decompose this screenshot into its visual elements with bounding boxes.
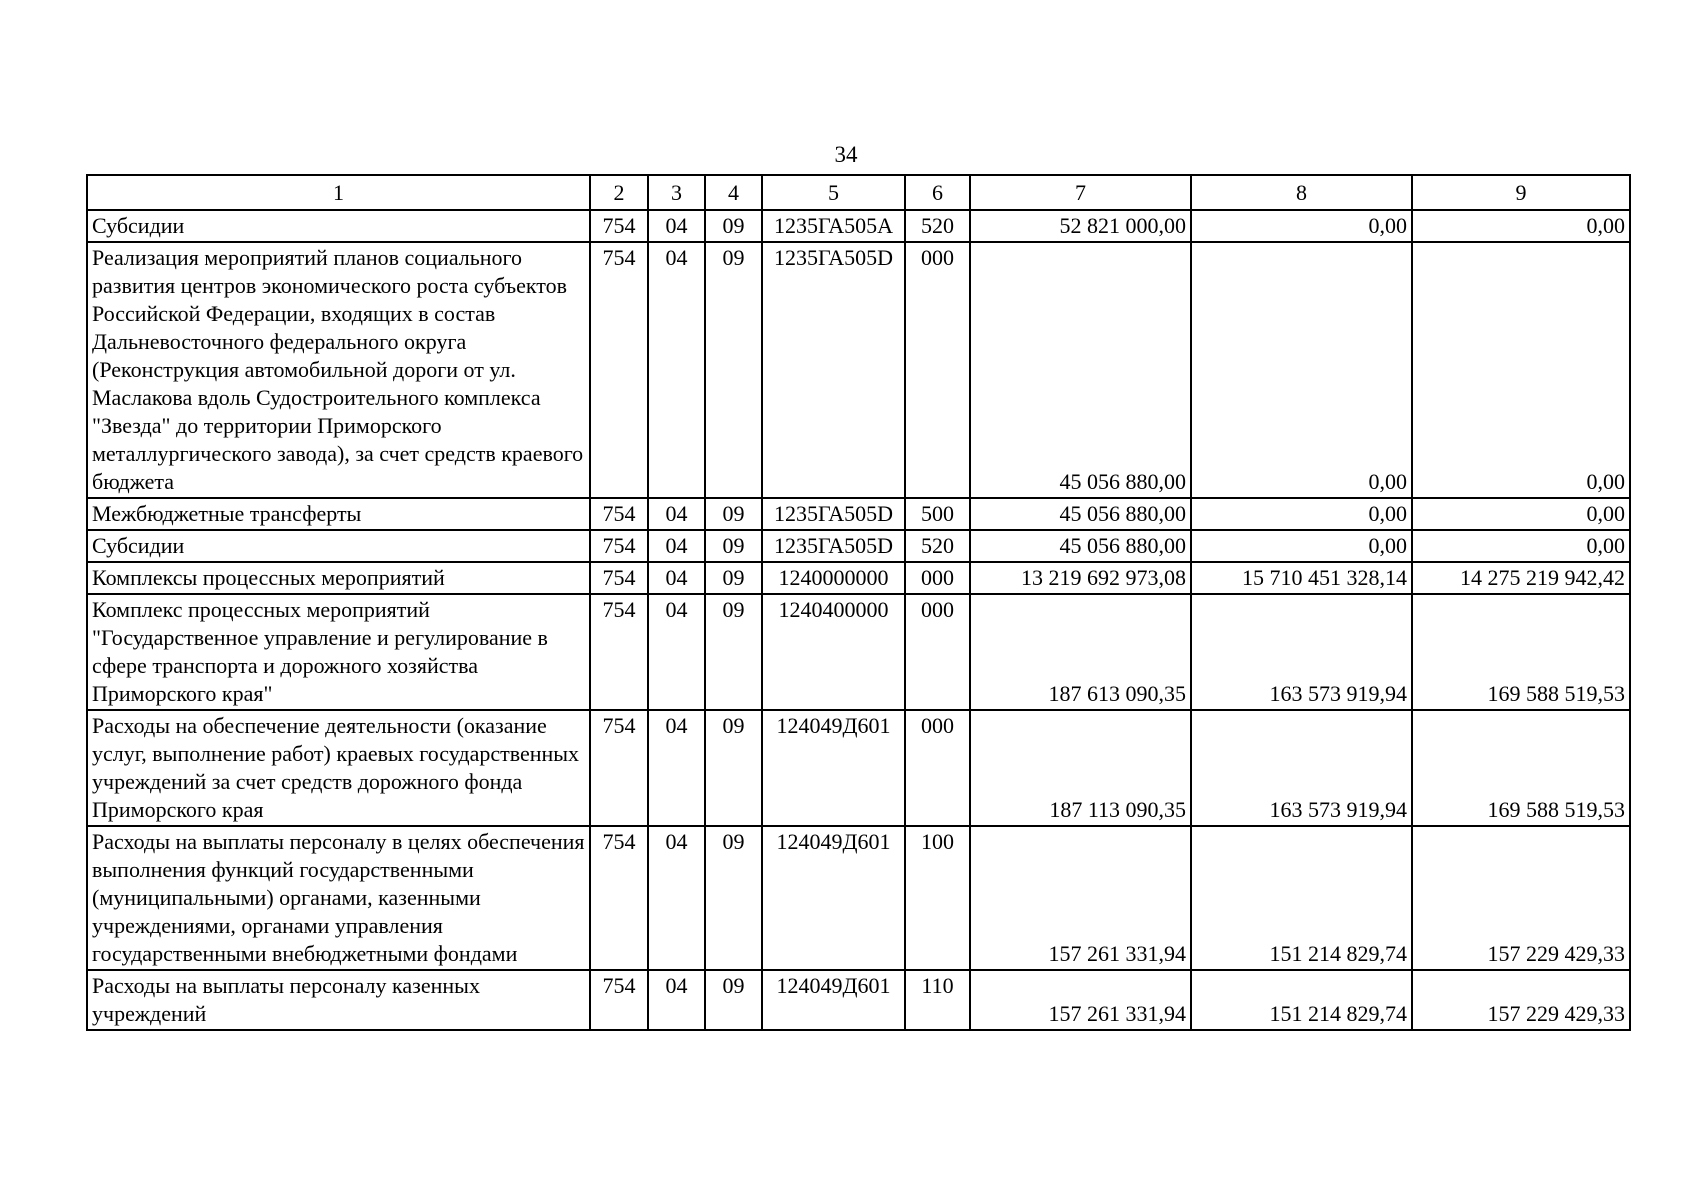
section-code-cell: 04 (648, 498, 705, 530)
subsection-code-cell: 09 (705, 498, 762, 530)
ministry-code-cell: 754 (590, 530, 648, 562)
subsection-code-cell: 09 (705, 826, 762, 970)
table-row (87, 498, 1630, 530)
expense-name-cell: Субсидии (87, 530, 590, 562)
table-row (87, 242, 1630, 498)
target-article-cell: 124049Д601 (762, 826, 905, 970)
section-code-cell: 04 (648, 530, 705, 562)
table-row (87, 594, 1630, 710)
ministry-code-cell: 754 (590, 562, 648, 594)
section-code-cell: 04 (648, 242, 705, 498)
expense-name-cell: Реализация мероприятий планов социального развития центров экономического роста субъектов Российской Федерации, входящих в состав Дальневосточного федерального округа (Реконструкция автомобильной дороги от ул. Маслакова вдоль Судостроительного комплекса "Звезда" до территории Приморского металлургического завода), за счет средств краевого бюджета (87, 242, 590, 498)
amount-cell-col7: 157 261 331,94 (970, 970, 1191, 1030)
subsection-code-cell: 09 (705, 594, 762, 710)
expense-name-cell: Межбюджетные трансферты (87, 498, 590, 530)
expense-name-cell: Расходы на обеспечение деятельности (оказание услуг, выполнение работ) краевых государственных учреждений за счет средств дорожного фонда Приморского края (87, 710, 590, 826)
ministry-code-cell: 754 (590, 210, 648, 242)
expense-type-cell: 500 (905, 498, 970, 530)
table-row (87, 210, 1630, 242)
amount-cell-col9: 0,00 (1412, 210, 1630, 242)
expense-name-cell: Расходы на выплаты персоналу казенных учреждений (87, 970, 590, 1030)
header-cell: 3 (648, 175, 705, 210)
expense-type-cell: 110 (905, 970, 970, 1030)
header-cell: 1 (87, 175, 590, 210)
table-row (87, 970, 1630, 1030)
expense-name-cell: Расходы на выплаты персоналу в целях обеспечения выполнения функций государственными (муниципальными) органами, казенными учреждениями, органами управления государственными внебюджетными фондами (87, 826, 590, 970)
subsection-code-cell: 09 (705, 210, 762, 242)
target-article-cell: 124049Д601 (762, 710, 905, 826)
amount-cell-col7: 187 113 090,35 (970, 710, 1191, 826)
target-article-cell: 1240000000 (762, 562, 905, 594)
target-article-cell: 1235ГА505D (762, 242, 905, 498)
amount-cell-col8: 163 573 919,94 (1191, 594, 1412, 710)
subsection-code-cell: 09 (705, 970, 762, 1030)
amount-cell-col9: 157 229 429,33 (1412, 970, 1630, 1030)
amount-cell-col9: 14 275 219 942,42 (1412, 562, 1630, 594)
header-cell: 9 (1412, 175, 1630, 210)
amount-cell-col7: 45 056 880,00 (970, 498, 1191, 530)
amount-cell-col9: 0,00 (1412, 530, 1630, 562)
expense-type-cell: 100 (905, 826, 970, 970)
section-code-cell: 04 (648, 562, 705, 594)
target-article-cell: 1235ГА505D (762, 498, 905, 530)
ministry-code-cell: 754 (590, 970, 648, 1030)
header-cell: 2 (590, 175, 648, 210)
ministry-code-cell: 754 (590, 826, 648, 970)
ministry-code-cell: 754 (590, 710, 648, 826)
expense-name-cell: Комплексы процессных мероприятий (87, 562, 590, 594)
section-code-cell: 04 (648, 210, 705, 242)
amount-cell-col9: 157 229 429,33 (1412, 826, 1630, 970)
subsection-code-cell: 09 (705, 562, 762, 594)
amount-cell-col7: 45 056 880,00 (970, 530, 1191, 562)
amount-cell-col8: 151 214 829,74 (1191, 970, 1412, 1030)
expense-name-cell: Комплекс процессных мероприятий "Государственное управление и регулирование в сфере транспорта и дорожного хозяйства Приморского края" (87, 594, 590, 710)
section-code-cell: 04 (648, 594, 705, 710)
amount-cell-col8: 0,00 (1191, 498, 1412, 530)
section-code-cell: 04 (648, 970, 705, 1030)
ministry-code-cell: 754 (590, 594, 648, 710)
target-article-cell: 1235ГА505А (762, 210, 905, 242)
amount-cell-col8: 0,00 (1191, 530, 1412, 562)
amount-cell-col8: 151 214 829,74 (1191, 826, 1412, 970)
header-row (87, 175, 1630, 210)
table-row (87, 530, 1630, 562)
expense-type-cell: 520 (905, 210, 970, 242)
budget-table (86, 174, 1631, 1031)
amount-cell-col7: 45 056 880,00 (970, 242, 1191, 498)
amount-cell-col9: 169 588 519,53 (1412, 594, 1630, 710)
page-number: 34 (834, 142, 858, 167)
expense-name-cell: Субсидии (87, 210, 590, 242)
expense-type-cell: 000 (905, 594, 970, 710)
amount-cell-col9: 0,00 (1412, 242, 1630, 498)
expense-type-cell: 520 (905, 530, 970, 562)
table-row (87, 562, 1630, 594)
section-code-cell: 04 (648, 826, 705, 970)
target-article-cell: 1235ГА505D (762, 530, 905, 562)
amount-cell-col9: 0,00 (1412, 498, 1630, 530)
header-cell: 7 (970, 175, 1191, 210)
amount-cell-col7: 13 219 692 973,08 (970, 562, 1191, 594)
subsection-code-cell: 09 (705, 710, 762, 826)
header-cell: 6 (905, 175, 970, 210)
ministry-code-cell: 754 (590, 498, 648, 530)
target-article-cell: 1240400000 (762, 594, 905, 710)
section-code-cell: 04 (648, 710, 705, 826)
ministry-code-cell: 754 (590, 242, 648, 498)
expense-type-cell: 000 (905, 710, 970, 826)
expense-type-cell: 000 (905, 242, 970, 498)
amount-cell-col8: 0,00 (1191, 242, 1412, 498)
amount-cell-col7: 187 613 090,35 (970, 594, 1191, 710)
header-cell: 4 (705, 175, 762, 210)
header-cell: 5 (762, 175, 905, 210)
subsection-code-cell: 09 (705, 242, 762, 498)
amount-cell-col8: 163 573 919,94 (1191, 710, 1412, 826)
table-row (87, 710, 1630, 826)
amount-cell-col7: 52 821 000,00 (970, 210, 1191, 242)
table-row (87, 826, 1630, 970)
subsection-code-cell: 09 (705, 530, 762, 562)
target-article-cell: 124049Д601 (762, 970, 905, 1030)
amount-cell-col8: 15 710 451 328,14 (1191, 562, 1412, 594)
header-cell: 8 (1191, 175, 1412, 210)
amount-cell-col9: 169 588 519,53 (1412, 710, 1630, 826)
amount-cell-col8: 0,00 (1191, 210, 1412, 242)
expense-type-cell: 000 (905, 562, 970, 594)
amount-cell-col7: 157 261 331,94 (970, 826, 1191, 970)
